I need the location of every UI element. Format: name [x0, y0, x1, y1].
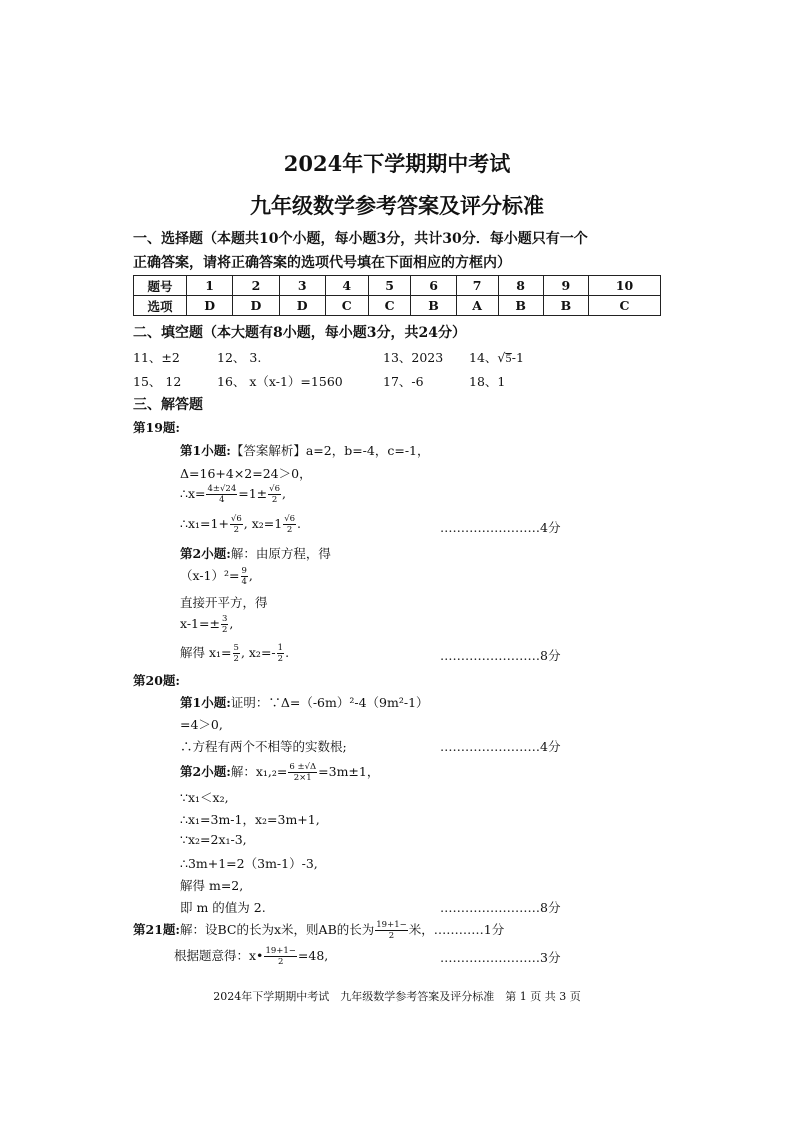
- expr-text: ,: [229, 616, 234, 631]
- fraction: [241, 566, 248, 587]
- fraction-numerator: 9: [241, 566, 247, 576]
- q19-part1-text: 【答案解析】a=2，b=-4，c=-1，: [230, 443, 430, 458]
- fraction-numerator: 19+1−: [265, 946, 296, 956]
- fraction-denominator: 4: [241, 577, 247, 587]
- q19-part2-title: 第2小题:: [180, 546, 231, 561]
- table-cell: B: [543, 296, 588, 316]
- expr-text: ,: [248, 568, 253, 583]
- page-subtitle: 九年级数学参考答案及评分标准: [250, 193, 544, 218]
- answer-16: 16、 x（x-1）=1560: [217, 374, 343, 389]
- q20-p2-line5: ∴3m+1=2（3m-1）-3,: [180, 856, 318, 871]
- fraction-denominator: 2: [233, 525, 240, 535]
- expr-text: =1±: [238, 486, 268, 501]
- fraction-numerator: 19+1−: [376, 920, 407, 930]
- fraction-denominator: 2: [286, 525, 293, 535]
- table-row: [134, 296, 661, 316]
- q19-p1-line4: [180, 514, 301, 535]
- q19-p2-line5: [180, 643, 289, 664]
- fraction-denominator: 2: [233, 654, 239, 664]
- table-cell: 1: [187, 276, 233, 296]
- answer-12: 12、 3.: [217, 350, 262, 365]
- answer-11: 11、±2: [133, 350, 180, 365]
- q21-line1: [133, 920, 504, 941]
- table-cell: 10: [589, 276, 661, 296]
- table-cell: C: [368, 296, 411, 316]
- fraction-numerator: 6 ±√Δ: [289, 762, 317, 772]
- fraction: [233, 643, 240, 664]
- q19-p2-line2: [180, 566, 253, 587]
- table-cell: D: [187, 296, 233, 316]
- section2-heading: 二、填空题（本大题有8小题，每小题3分，共24分）: [133, 325, 466, 341]
- q20-p2-line2: ∵x₁＜x₂,: [180, 790, 229, 805]
- expr-text: x-1=±: [180, 616, 220, 631]
- section3-heading: 三、解答题: [133, 397, 203, 413]
- fraction: [221, 614, 228, 635]
- answer-table: [133, 275, 661, 316]
- q20-part2-title: 第2小题:: [180, 764, 231, 779]
- q19-p2-line4: [180, 614, 233, 635]
- expr-text: 米，: [408, 922, 434, 937]
- expr-text: 解：x₁,₂=: [230, 764, 288, 779]
- q19-part1: [180, 441, 430, 459]
- q20-p1-line3: ∴方程有两个不相等的实数根;: [180, 739, 347, 754]
- section1-heading-line1: 一、选择题（本题共10个小题，每小题3分，共计30分．每小题只有一个: [133, 231, 588, 247]
- expr-text: , x₂=-: [240, 645, 276, 660]
- q19-p1-line2: Δ=16+4×2=24＞0，: [180, 466, 312, 481]
- expr-text: 解得 x₁=: [180, 645, 232, 660]
- table-cell: 7: [456, 276, 498, 296]
- answer-14-radicand: 5: [505, 354, 512, 365]
- table-row-label: 题号: [134, 276, 187, 296]
- q20-part2: [180, 762, 379, 783]
- answer-15: 15、 12: [133, 374, 182, 389]
- fraction-denominator: 2: [277, 957, 284, 967]
- page-footer: 2024年下学期期中考试 九年级数学参考答案及评分标准 第 1 页 共 3 页: [213, 990, 581, 1003]
- table-cell: 2: [233, 276, 279, 296]
- q19-part2-text: 解：由原方程，得: [230, 546, 331, 561]
- expr-text: =3m±1，: [318, 764, 380, 779]
- expr-text: .: [297, 516, 301, 531]
- fraction-numerator: 5: [233, 643, 239, 653]
- q20-part1-text: 证明：∵Δ=（-6m）²-4（9m²-1）: [230, 695, 429, 710]
- table-cell: B: [498, 296, 543, 316]
- table-cell: C: [325, 296, 368, 316]
- fraction: [288, 762, 317, 783]
- expr-text: ∴x₁=1+: [180, 516, 229, 531]
- q19-label: 第19题:: [133, 420, 181, 435]
- expr-text: 解：设BC的长为x米，则AB的长为: [180, 922, 375, 937]
- fraction: [283, 514, 296, 535]
- expr-text: ∴x=: [180, 486, 206, 501]
- fraction: [268, 484, 281, 505]
- score-marker: ……………………8分: [440, 900, 561, 915]
- table-cell: A: [456, 296, 498, 316]
- q20-p2-line7: 即 m 的值为 2.: [180, 900, 266, 915]
- q21-line2: [174, 946, 328, 967]
- q19-p1-line3: [180, 484, 286, 505]
- answer-14-tail: -1: [511, 350, 524, 365]
- q20-part1: [180, 693, 429, 711]
- q20-label: 第20题:: [133, 673, 181, 688]
- fraction-numerator: 4±√24: [207, 484, 237, 494]
- fraction-denominator: 2: [388, 931, 395, 941]
- fraction-denominator: 2: [221, 625, 228, 635]
- fraction: [230, 514, 243, 535]
- expr-text: .: [285, 645, 290, 660]
- answer-18: 18、1: [469, 374, 506, 389]
- q19-p2-line3: 直接开平方，得: [180, 595, 268, 610]
- fraction-numerator: √6: [230, 514, 242, 524]
- fraction-denominator: 2: [271, 495, 278, 505]
- table-row: [134, 276, 661, 296]
- table-cell: 4: [325, 276, 368, 296]
- expr-text: =48,: [297, 948, 329, 963]
- answer-14-label: 14、: [469, 350, 498, 365]
- fraction-numerator: 1: [277, 643, 284, 653]
- answer-17: 17、-6: [383, 374, 424, 389]
- table-cell: 8: [498, 276, 543, 296]
- fraction: [375, 920, 407, 941]
- table-cell: C: [589, 296, 661, 316]
- table-cell: 5: [368, 276, 411, 296]
- page-title: 2024年下学期期中考试: [283, 151, 511, 176]
- answer-13: 13、2023: [383, 350, 444, 365]
- score-marker: …………1分: [433, 922, 505, 937]
- table-cell: 3: [279, 276, 325, 296]
- fraction: [277, 643, 284, 664]
- score-marker: ……………………4分: [440, 739, 561, 754]
- fraction-numerator: √6: [269, 484, 280, 494]
- table-cell: B: [411, 296, 456, 316]
- score-marker: ……………………4分: [440, 520, 561, 535]
- score-marker: ……………………8分: [440, 648, 561, 663]
- fraction-denominator: 2: [277, 654, 284, 664]
- table-cell: D: [279, 296, 325, 316]
- q21-label: 第21题:: [133, 922, 181, 937]
- fraction-numerator: √6: [284, 514, 296, 524]
- fraction-denominator: 4: [219, 495, 225, 505]
- q19-part1-title: 第1小题:: [180, 443, 231, 458]
- table-cell: 9: [543, 276, 588, 296]
- q20-p1-line2: =4＞0,: [180, 717, 223, 732]
- q19-part2: [180, 544, 331, 562]
- q20-p2-line4: ∵x₂=2x₁-3,: [180, 832, 247, 847]
- section1-heading-line2: 正确答案，请将正确答案的选项代号填在下面相应的方框内）: [133, 255, 511, 271]
- table-cell: 6: [411, 276, 456, 296]
- answer-14: [469, 348, 524, 366]
- fraction-numerator: 3: [221, 614, 228, 624]
- table-cell: D: [233, 296, 279, 316]
- expr-text: ,: [281, 486, 286, 501]
- expr-text: , x₂=1: [243, 516, 283, 531]
- q20-p2-line3: ∴x₁=3m-1，x₂=3m+1,: [180, 812, 320, 827]
- q20-p2-line6: 解得 m=2,: [180, 878, 244, 893]
- fraction: [206, 484, 237, 505]
- fraction-denominator: 2×1: [293, 773, 312, 783]
- expr-text: 根据题意得：x•: [174, 948, 264, 963]
- sqrt-symbol: √: [497, 350, 506, 365]
- table-row-label: 选项: [134, 296, 187, 316]
- score-marker: ……………………3分: [440, 950, 561, 965]
- q20-part1-title: 第1小题:: [180, 695, 231, 710]
- fraction: [264, 946, 296, 967]
- expr-text: （x-1）²=: [180, 568, 240, 583]
